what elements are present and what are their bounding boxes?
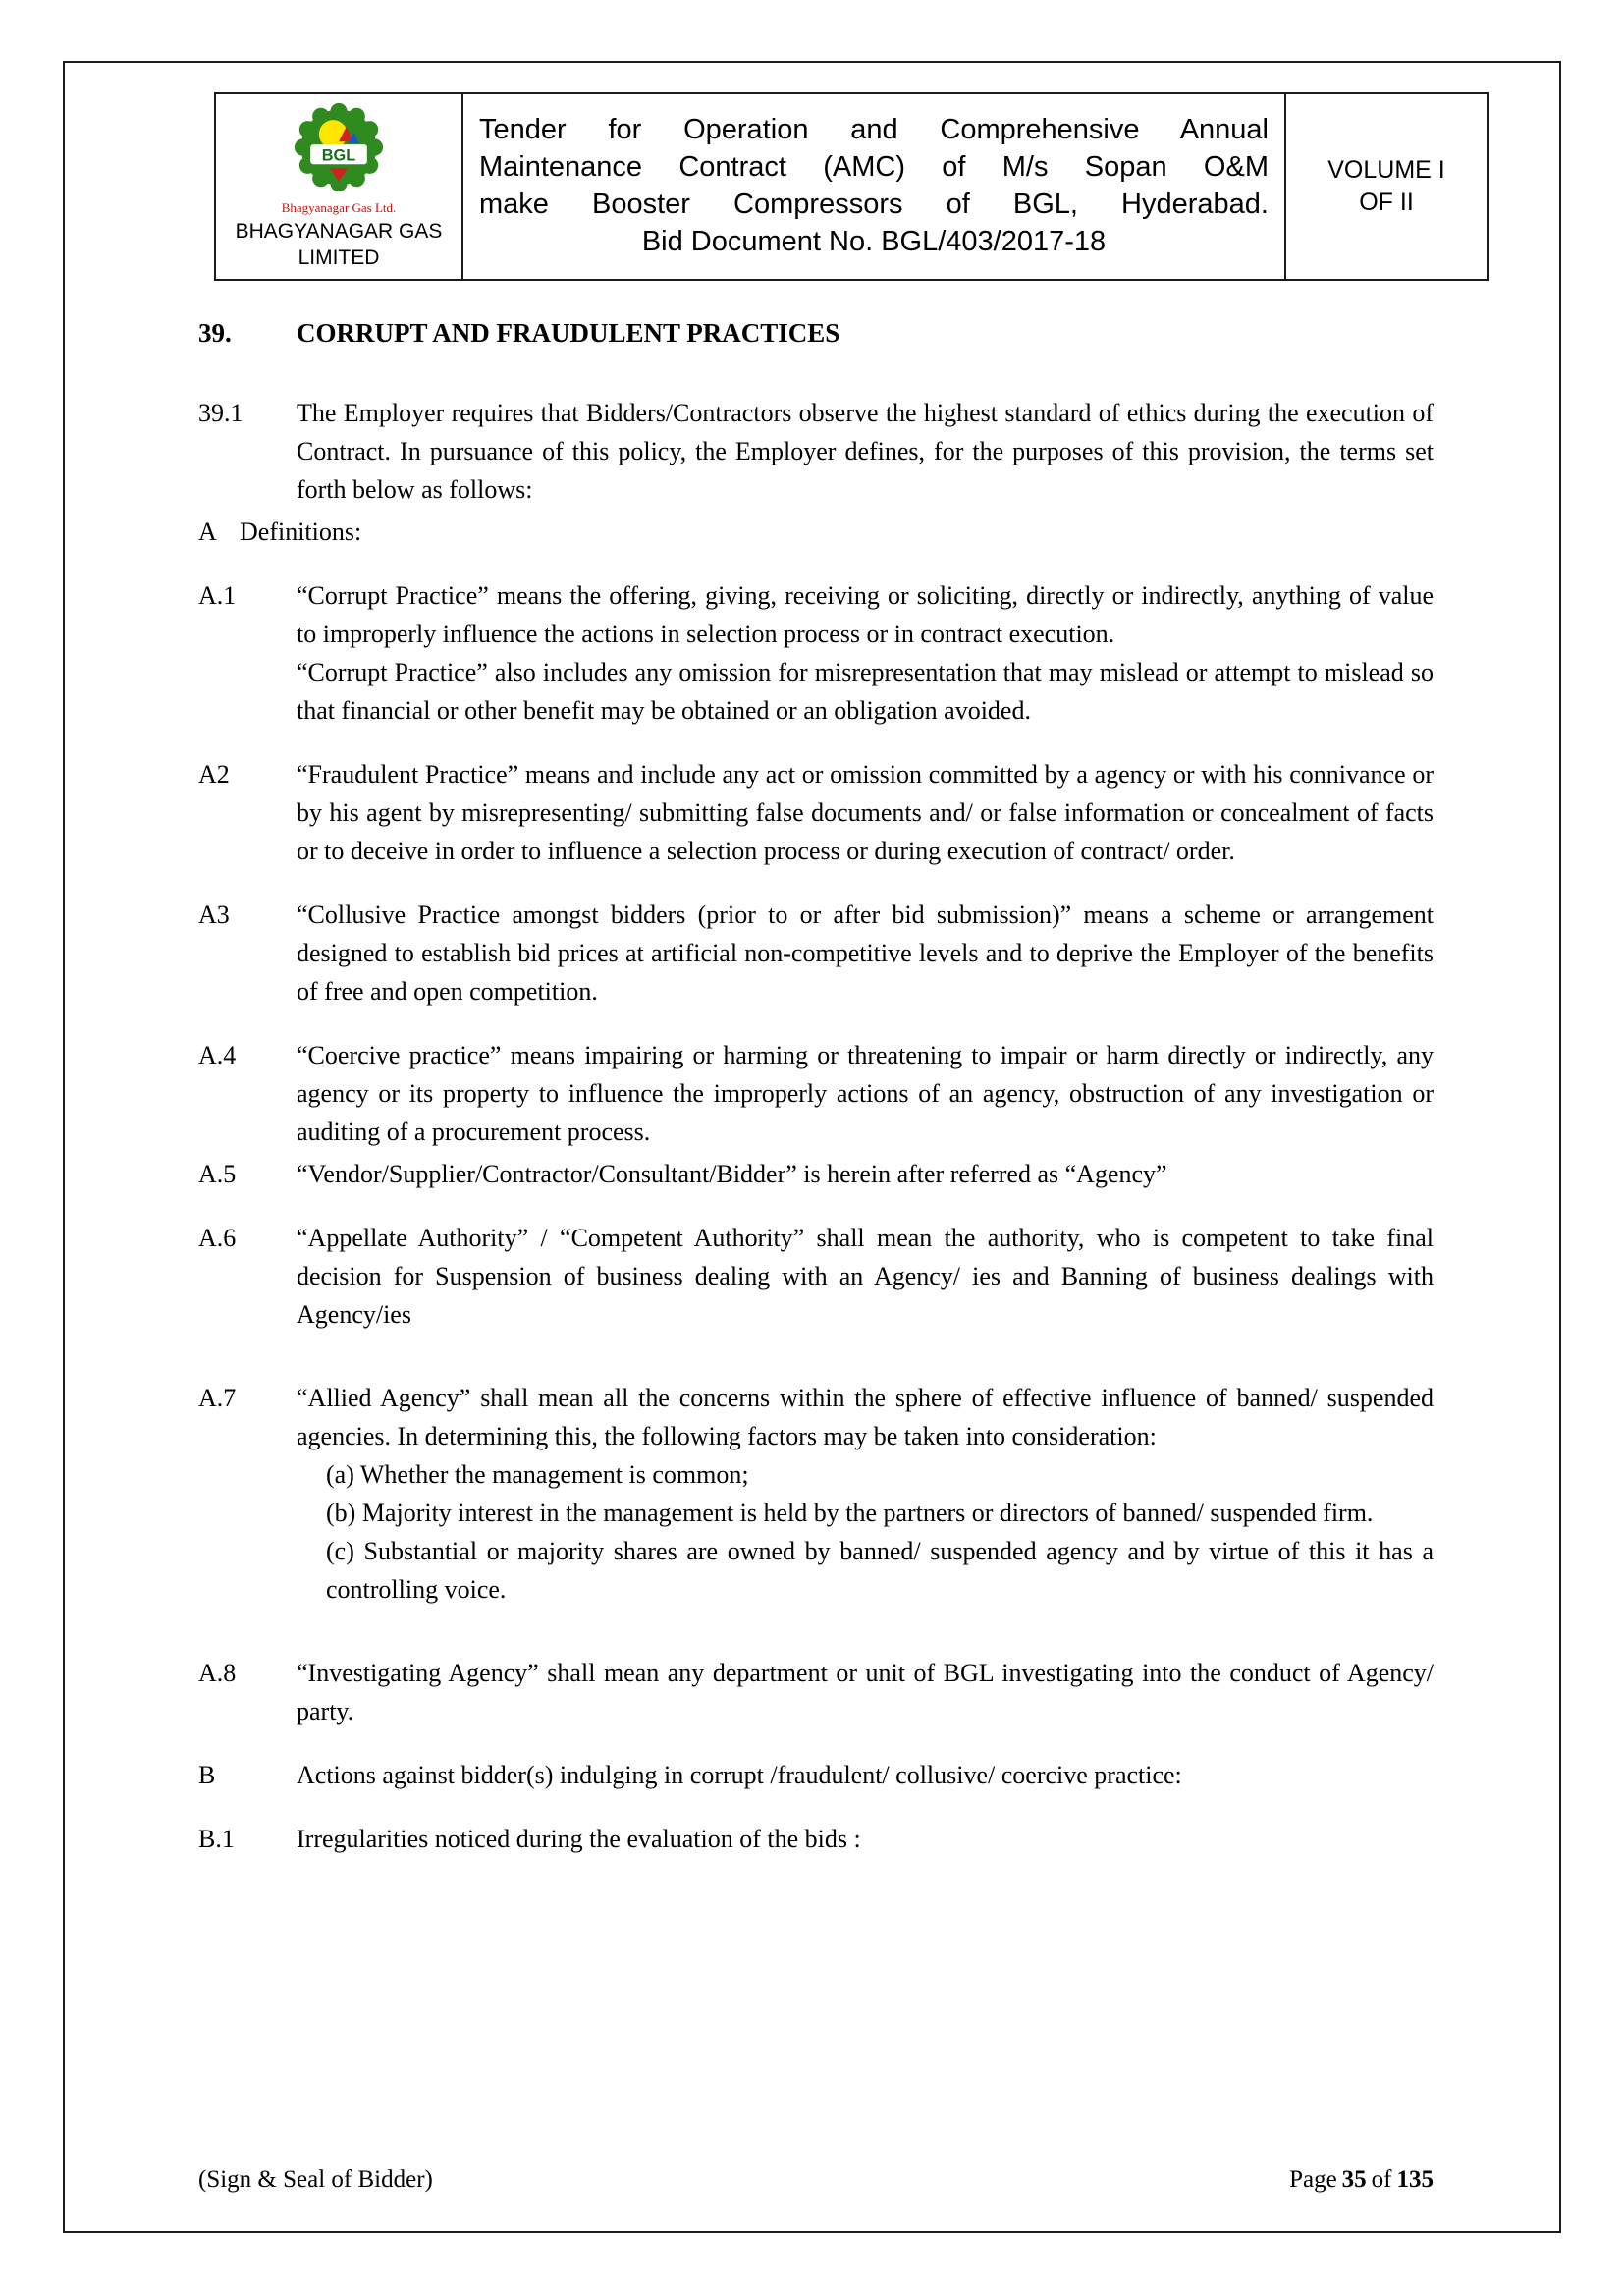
clause-paragraph: (a) Whether the management is common; [326,1460,749,1489]
volume-line-2: OF II [1359,189,1414,216]
logo-cell [215,93,462,280]
clause-text [297,576,1434,730]
tender-title-cell [462,93,1285,280]
clause-label: B.1 [198,1825,235,1853]
clause-paragraph: “Coercive practice” means impairing or harming or threatening to impair or harm directly or indirectly, any agency or its property to influence the improperly actions of an agency, obstruction of any investigation or auditing of a procurement process. [297,1041,1434,1146]
page-total: 135 [1396,2166,1434,2193]
volume-cell [1285,93,1488,280]
tender-title-line-3: make Booster Compressors of BGL, Hyderabad. [479,189,1269,220]
page-border [63,61,1561,2233]
clause-paragraph: “Corrupt Practice” means the offering, giving, receiving or soliciting, directly or indirectly, anything of value to improperly influence the actions in selection process or in contract execution. [297,581,1434,648]
clause-paragraph: The Employer requires that Bidders/Contractors observe the highest standard of ethics during the execution of Contract. In pursuance of this policy, the Employer defines, for the purposes of this provision, the terms set forth below as follows: [297,399,1434,504]
tender-title-line-1: Tender for Operation and Comprehensive Annual [479,114,1269,145]
clause-a [198,513,1434,551]
clause-label: A3 [198,901,230,929]
clause-label: A.7 [198,1384,237,1412]
page-number: 35 [1341,2166,1367,2193]
of-word: of [1371,2166,1392,2193]
clause-text [297,896,1434,1011]
clause-text [297,1219,1434,1334]
volume-line-1: VOLUME I [1327,156,1445,184]
page-word: Page [1289,2166,1337,2193]
section-heading [198,314,1434,353]
page-indicator [1284,2164,1434,2196]
svg-text:BGL: BGL [321,146,356,165]
clause-paragraph: Definitions: [240,518,362,546]
bid-document-number: Bid Document No. BGL/403/2017-18 [641,226,1107,257]
clause-a5 [198,1155,1434,1193]
clause-paragraph: “Fraudulent Practice” means and include any act or omission committed by a agency or with his connivance or by his agent by misrepresenting/ submitting false documents and/ or false information or concealment of facts or to deceive in order to influence a selection process or during execution of contract/ order. [297,760,1434,865]
clause-paragraph: “Corrupt Practice” also includes any omission for misrepresentation that may mislead or attempt to mislead so that financial or other benefit may be obtained or an obligation avoided. [297,658,1434,725]
clause-label: A.1 [198,581,237,610]
clause-label: A [198,518,217,546]
document-body [198,314,1434,1858]
clause-paragraph: “Allied Agency” shall mean all the concerns within the sphere of effective influence of banned/ suspended agencies. In determining this, the following factors may be taken into consideration: [297,1384,1434,1450]
clause-a6 [198,1219,1434,1334]
company-name-line1: BHAGYANAGAR GAS [235,220,443,243]
clause-label: A.6 [198,1224,237,1252]
items-container [198,394,1434,1858]
clause-text [297,1036,1434,1151]
clause-label: A.8 [198,1659,237,1687]
page-footer [198,2164,1434,2196]
clause-a3 [198,896,1434,1011]
clause-391 [198,394,1434,509]
clause-label: B [198,1761,216,1789]
clause-label: A2 [198,760,230,789]
logo-tagline: Bhagyanagar Gas Ltd. [281,200,397,215]
clause-label: A.5 [198,1160,237,1188]
clause-paragraph: “Investigating Agency” shall mean any department or unit of BGL investigating into the conduct of Agency/ party. [297,1659,1434,1725]
clause-paragraph: “Collusive Practice amongst bidders (prior to or after bid submission)” means a scheme or arrangement designed to establish bid prices at artificial non-competitive levels and to deprive the Employer of the benefits of free and open competition. [297,901,1434,1006]
clause-paragraph: “Vendor/Supplier/Contractor/Consultant/Bidder” is herein after referred as “Agency” [297,1160,1167,1188]
clause-paragraph: Irregularities noticed during the evaluation of the bids : [297,1825,861,1853]
clause-label: 39.1 [198,399,244,427]
clause-label: A.4 [198,1041,237,1069]
clause-a1 [198,576,1434,730]
clause-a2 [198,755,1434,870]
clause-paragraph: Actions against bidder(s) indulging in corrupt /fraudulent/ collusive/ coercive practice: [297,1761,1182,1789]
section-number: 39. [198,318,232,348]
clause-b [198,1756,1434,1794]
clause-paragraph: “Appellate Authority” / “Competent Authority” shall mean the authority, who is competent to take final decision for Suspension of business dealing with an Agency/ ies and Banning of business dealings with Agency/ies [297,1224,1434,1329]
sign-seal-label: (Sign & Seal of Bidder) [198,2166,433,2193]
tender-title-line-2: Maintenance Contract (AMC) of M/s Sopan O&M [479,151,1269,183]
clause-text [297,394,1434,509]
clause-paragraph: (c) Substantial or majority shares are owned by banned/ suspended agency and by virtue of this it has a controlling voice. [326,1537,1434,1604]
bgl-logo-icon [292,100,386,194]
clause-text [297,1820,1434,1858]
section-title: CORRUPT AND FRAUDULENT PRACTICES [297,318,840,348]
clause-text [297,1155,1434,1193]
clause-text [240,513,1434,551]
clause-paragraph: (b) Majority interest in the management is held by the partners or directors of banned/ suspended firm. [326,1499,1374,1527]
company-name-line2: LIMITED [298,246,380,269]
clause-text [297,755,1434,870]
clause-text [297,1379,1434,1609]
clause-a7 [198,1379,1434,1609]
clause-text [297,1654,1434,1730]
company-name [220,218,458,271]
clause-a8 [198,1654,1434,1730]
clause-text [297,1756,1434,1794]
clause-b1 [198,1820,1434,1858]
header [214,92,1489,281]
clause-a4 [198,1036,1434,1151]
